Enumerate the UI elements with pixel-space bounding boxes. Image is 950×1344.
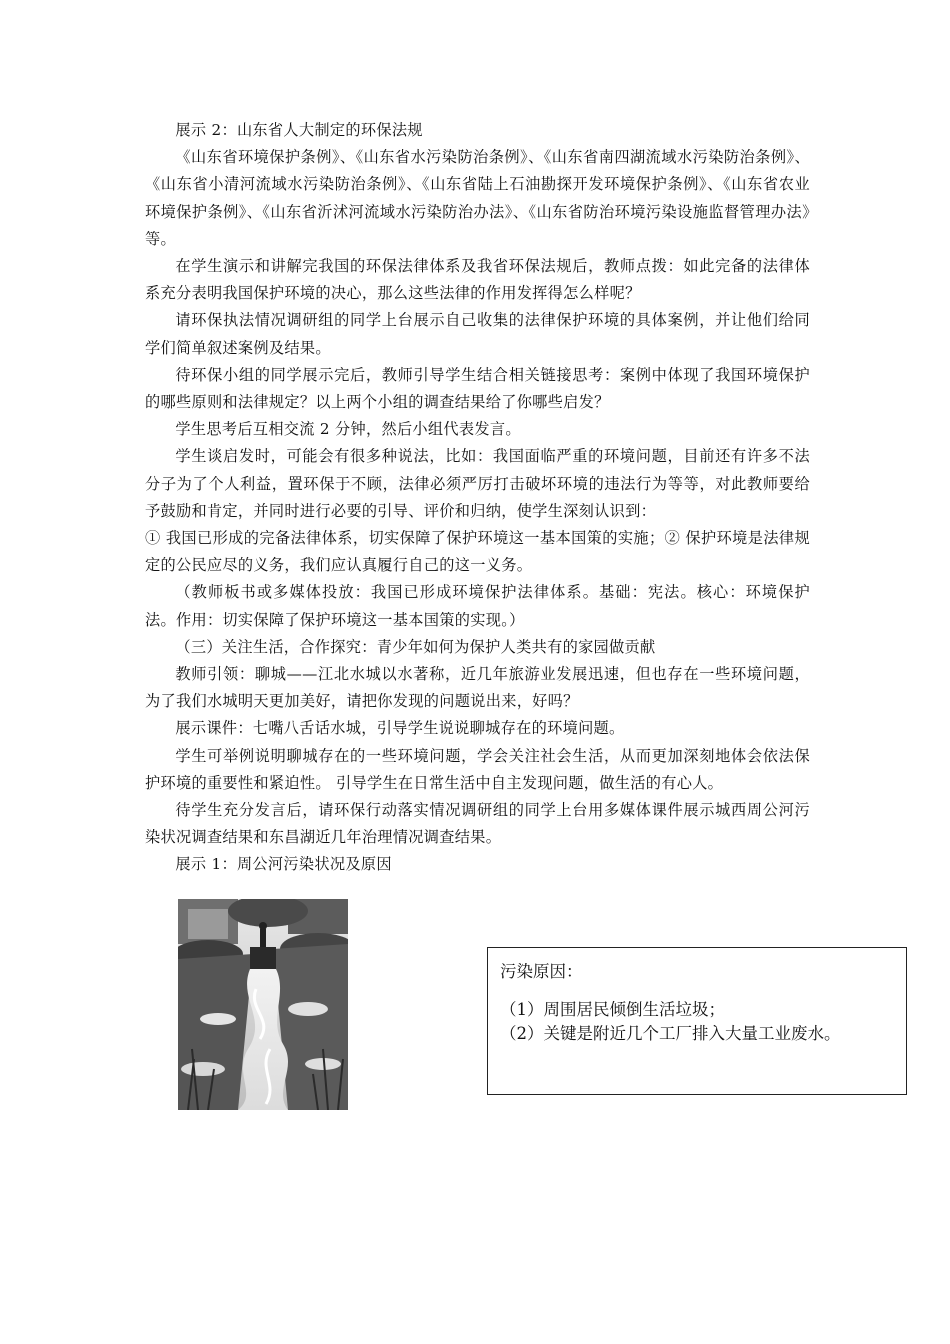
pollution-reason-box <box>487 947 907 1095</box>
paragraph-conclusions: ① 我国已形成的完备法律体系，切实保障了保护环境这一基本国策的实施；② 保护环境是法律规定的公民应尽的义务，我们应认真履行自己的这一义务。 <box>145 529 810 575</box>
polluted-river-photo <box>178 899 348 1110</box>
pollution-reason-item-1: （1）周围居民倾倒生活垃圾； <box>500 1000 725 1019</box>
paragraph-case-presentation: 请环保执法情况调研组的同学上台展示自己收集的法律保护环境的具体案例，并让他们给同学们简单叙述案例及结果。 <box>145 311 810 357</box>
paragraph-survey-results: 待学生充分发言后，请环保行动落实情况调研组的同学上台用多媒体课件展示城西周公河污染状况调查结果和东昌湖近几年治理情况调查结果。 <box>145 801 810 847</box>
paragraph-teacher-guidance: 在学生演示和讲解完我国的环保法律体系及我省环保法规后，教师点拨：如此完备的法律体系充分表明我国保护环境的决心，那么这些法律的作用发挥得怎么样呢？ <box>145 257 810 303</box>
paragraph-student-insights: 学生谈启发时，可能会有很多种说法，比如：我国面临严重的环境问题，目前还有许多不法分子为了个人利益，置环保于不顾，法律必须严厉打击破坏环境的违法行为等等，对此教师要给予鼓励和肯定，并同时进行必要的引导、评价和归纳，使学生深刻认识到： <box>145 447 810 520</box>
paragraph-show-1-title: 展示 1：周公河污染状况及原因 <box>175 855 392 874</box>
paragraph-board-notes: （教师板书或多媒体投放：我国已形成环境保护法律体系。基础：宪法。核心：环境保护法。作用：切实保障了保护环境这一基本国策的实现。） <box>145 583 810 629</box>
paragraph-show-2-title: 展示 2：山东省人大制定的环保法规 <box>175 121 423 139</box>
paragraph-teacher-lead: 教师引领：聊城——江北水城以水著称，近几年旅游业发展迅速，但也存在一些环境问题，为了我们水城明天更加美好，请把你发现的问题说出来，好吗？ <box>145 665 810 711</box>
paragraph-regulations-list: 《山东省环境保护条例》、《山东省水污染防治条例》、《山东省南四湖流域水污染防治条例》、《山东省小清河流域水污染防治条例》、《山东省陆上石油勘探开发环境保护条例》、《山东省农业环境保护条例》、《山东省沂沭河流域水污染防治办法》、《山东省防治环境污染设施监督管理办法》等。 <box>145 148 810 248</box>
pollution-reason-title: 污染原因： <box>500 962 583 981</box>
paragraph-student-examples: 学生可举例说明聊城存在的一些环境问题，学会关注社会生活，从而更加深刻地体会依法保护环境的重要性和紧迫性。 引导学生在日常生活中自主发现问题，做生活的有心人。 <box>145 746 810 792</box>
paragraph-courseware: 展示课件：七嘴八舌话水城，引导学生说说聊城存在的环境问题。 <box>175 719 625 738</box>
document-body <box>145 117 810 879</box>
paragraph-reflection: 待环保小组的同学展示完后，教师引导学生结合相关链接思考：案例中体现了我国环境保护的哪些原则和法律规定？以上两个小组的调查结果给了你哪些启发？ <box>145 365 810 412</box>
section-heading-3: （三）关注生活，合作探究：青少年如何为保护人类共有的家园做贡献 <box>175 637 656 656</box>
paragraph-discussion: 学生思考后互相交流 2 分钟，然后小组代表发言。 <box>175 420 521 439</box>
pollution-reason-item-2: （2）关键是附近几个工厂排入大量工业废水。 <box>500 1024 841 1043</box>
